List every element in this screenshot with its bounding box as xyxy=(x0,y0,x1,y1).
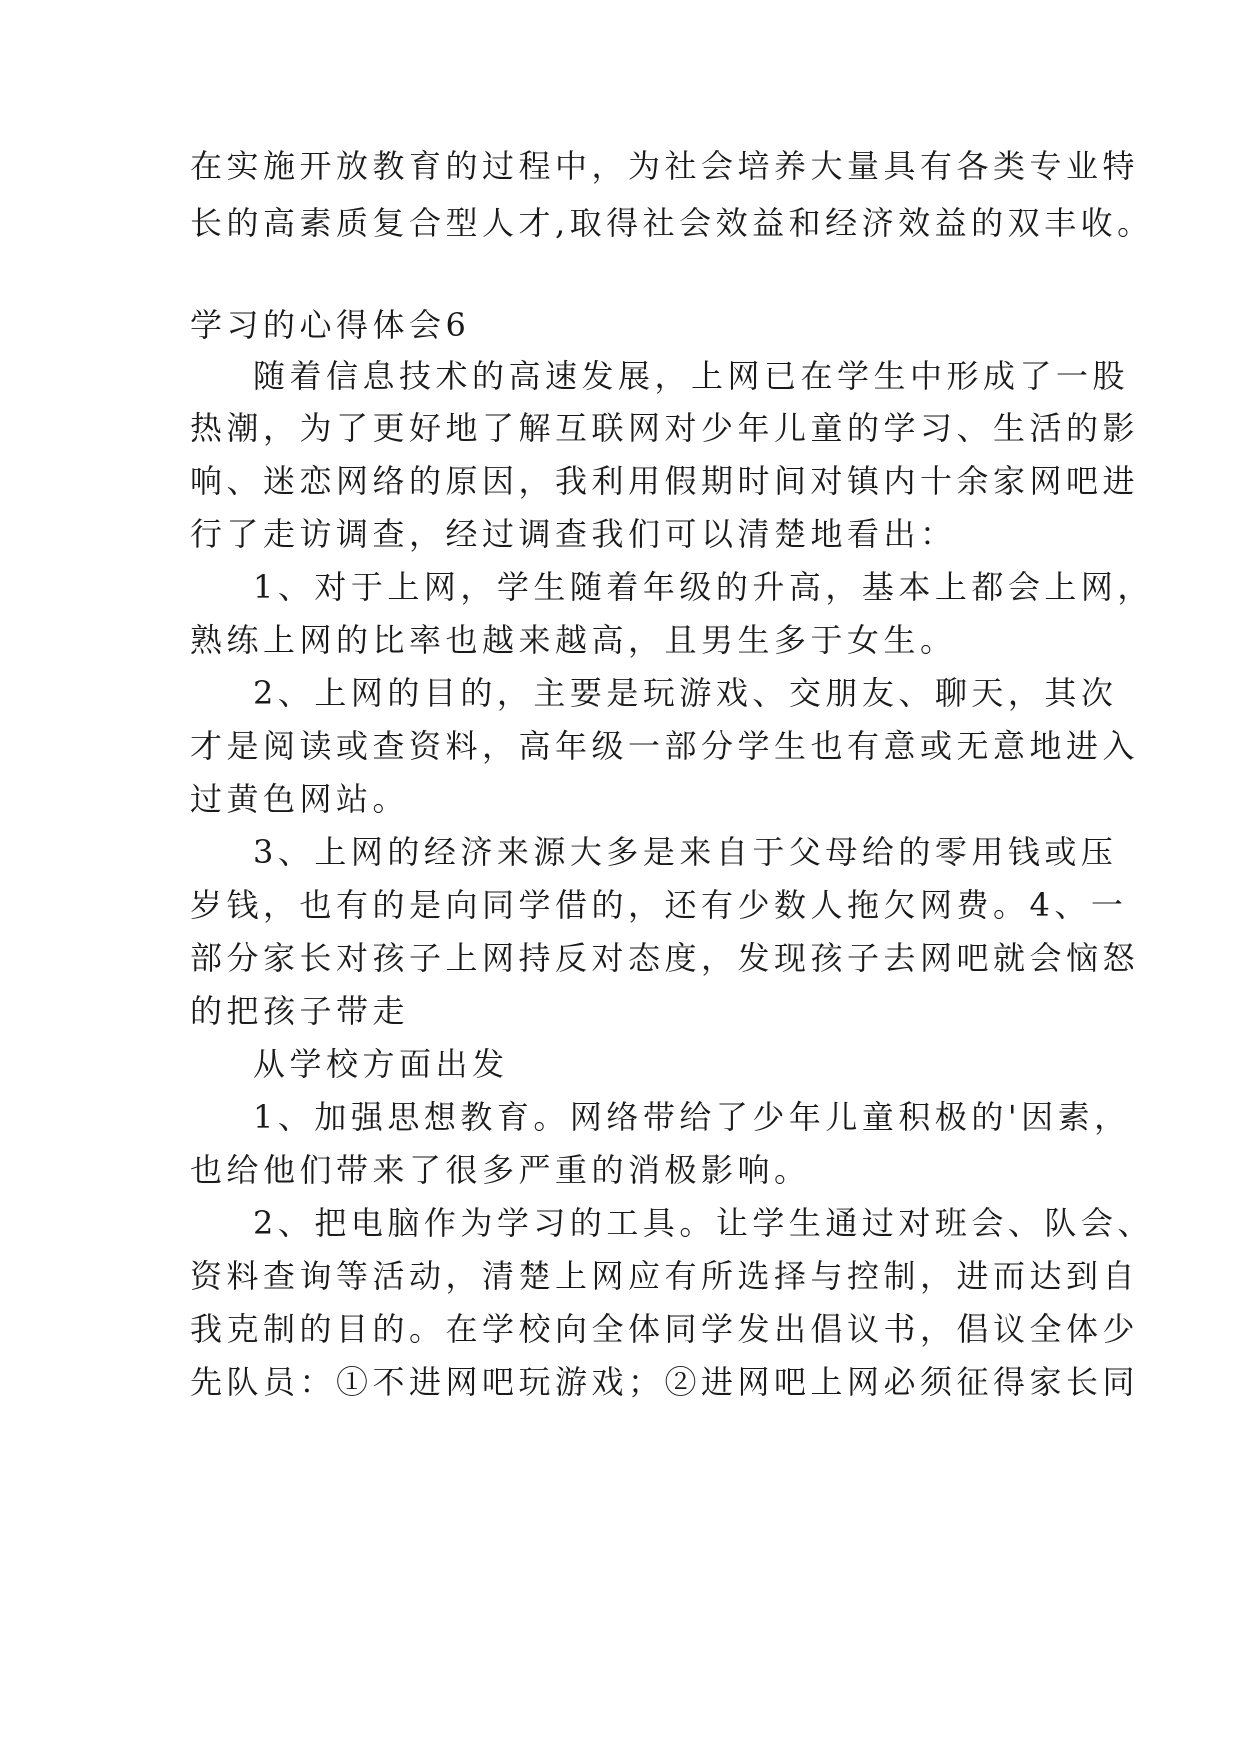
paragraph-line: 我克制的目的。在学校向全体同学发出倡议书，倡议全体少 xyxy=(190,1310,1140,1348)
paragraph-line: 1、对于上网，学生随着年级的升高，基本上都会上网， xyxy=(253,568,1154,606)
paragraph-line: 也给他们带来了很多严重的消极影响。 xyxy=(190,1151,811,1189)
paragraph-line: 资料查询等活动，清楚上网应有所选择与控制，进而达到自 xyxy=(190,1257,1140,1295)
paragraph-line: 长的高素质复合型人才,取得社会效益和经济效益的双丰收。 xyxy=(190,204,1154,242)
paragraph-line: 的把孩子带走 xyxy=(190,992,410,1030)
paragraph-line: 2、上网的目的，主要是玩游戏、交朋友、聊天，其次 xyxy=(253,674,1118,712)
paragraph-line: 2、把电脑作为学习的工具。让学生通过对班会、队会、 xyxy=(253,1204,1154,1242)
paragraph-line: 响、迷恋网络的原因，我利用假期时间对镇内十余家网吧进 xyxy=(190,462,1140,500)
paragraph-line: 3、上网的经济来源大多是来自于父母给的零用钱或压 xyxy=(253,833,1118,871)
paragraph-line: 过黄色网站。 xyxy=(190,780,410,818)
paragraph-line: 随着信息技术的高速发展，上网已在学生中形成了一股 xyxy=(253,357,1130,395)
paragraph-line: 岁钱，也有的是向同学借的，还有少数人拖欠网费。4、一 xyxy=(190,886,1128,924)
section-heading: 学习的心得体会6 xyxy=(190,306,471,344)
paragraph-line: 先队员：①不进网吧玩游戏；②进网吧上网必须征得家长同 xyxy=(190,1363,1140,1401)
paragraph-line: 行了走访调查，经过调查我们可以清楚地看出： xyxy=(190,515,957,553)
paragraph-line: 1、加强思想教育。网络带给了少年儿童积极的'因素， xyxy=(253,1098,1131,1136)
paragraph-line: 才是阅读或查资料，高年级一部分学生也有意或无意地进入 xyxy=(190,727,1140,765)
paragraph-line: 熟练上网的比率也越来越高，且男生多于女生。 xyxy=(190,621,957,659)
paragraph-line: 热潮，为了更好地了解互联网对少年儿童的学习、生活的影 xyxy=(190,409,1140,447)
paragraph-line: 部分家长对孩子上网持反对态度，发现孩子去网吧就会恼怒 xyxy=(190,939,1140,977)
paragraph-line: 在实施开放教育的过程中，为社会培养大量具有各类专业特 xyxy=(190,147,1140,185)
paragraph-line: 从学校方面出发 xyxy=(253,1045,509,1083)
